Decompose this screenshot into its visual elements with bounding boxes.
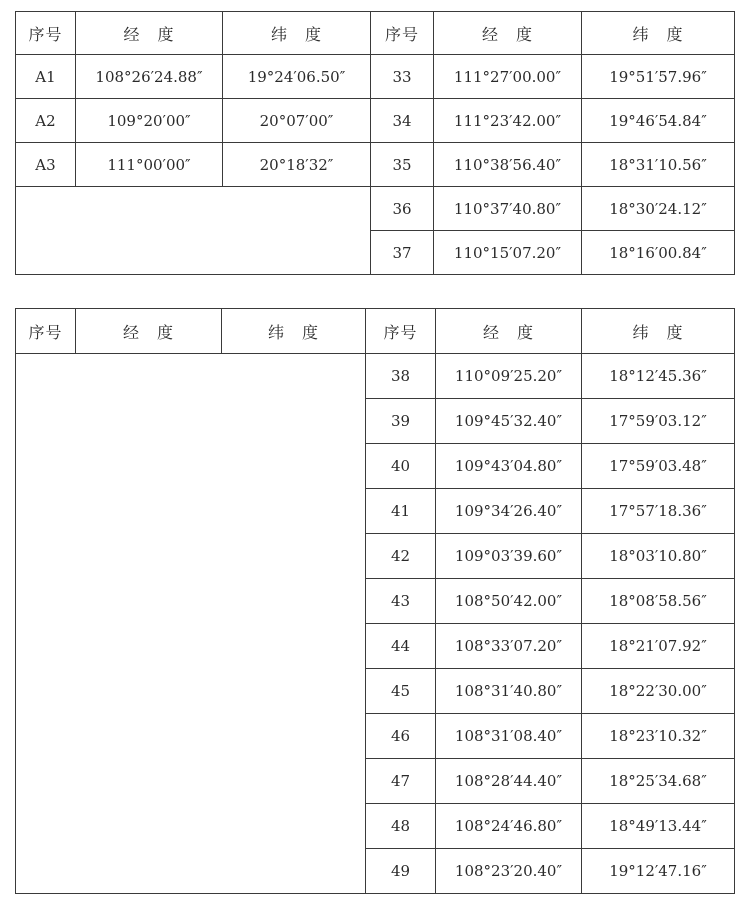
seq-cell: 38 (366, 354, 436, 399)
longitude-cell: 109°45′32.40″ (436, 399, 582, 444)
seq-cell: 44 (366, 624, 436, 669)
longitude-cell: 108°24′46.80″ (436, 804, 582, 849)
table-row (16, 187, 735, 231)
longitude-cell: 108°31′08.40″ (436, 714, 582, 759)
seq-cell: 47 (366, 759, 436, 804)
seq-cell: A2 (16, 99, 76, 143)
latitude-cell: 18°49′13.44″ (582, 804, 735, 849)
seq-cell: 35 (371, 143, 434, 187)
latitude-cell: 17°59′03.48″ (582, 444, 735, 489)
seq-cell: 45 (366, 669, 436, 714)
header-latitude: 纬 度 (222, 309, 366, 354)
table-row (16, 99, 735, 143)
latitude-cell: 18°08′58.56″ (582, 579, 735, 624)
longitude-cell: 111°23′42.00″ (434, 99, 582, 143)
header-longitude: 经 度 (436, 309, 582, 354)
latitude-cell: 18°30′24.12″ (582, 187, 735, 231)
longitude-cell: 110°38′56.40″ (434, 143, 582, 187)
seq-cell: A3 (16, 143, 76, 187)
longitude-cell: 111°27′00.00″ (434, 55, 582, 99)
header-seq: 序号 (16, 309, 76, 354)
seq-cell: 41 (366, 489, 436, 534)
header-longitude: 经 度 (434, 12, 582, 55)
header-longitude: 经 度 (76, 309, 222, 354)
header-latitude: 纬 度 (582, 309, 735, 354)
latitude-cell: 18°16′00.84″ (582, 231, 735, 275)
longitude-cell: 109°34′26.40″ (436, 489, 582, 534)
header-latitude: 纬 度 (223, 12, 371, 55)
empty-merged-cell (16, 187, 371, 275)
longitude-cell: 110°15′07.20″ (434, 231, 582, 275)
header-seq: 序号 (366, 309, 436, 354)
seq-cell: 40 (366, 444, 436, 489)
header-seq: 序号 (371, 12, 434, 55)
latitude-cell: 18°31′10.56″ (582, 143, 735, 187)
header-seq: 序号 (16, 12, 76, 55)
table-row (16, 55, 735, 99)
empty-merged-cell (16, 354, 366, 894)
seq-cell: 33 (371, 55, 434, 99)
latitude-cell: 18°12′45.36″ (582, 354, 735, 399)
longitude-cell: 109°03′39.60″ (436, 534, 582, 579)
latitude-cell: 18°22′30.00″ (582, 669, 735, 714)
longitude-cell: 110°09′25.20″ (436, 354, 582, 399)
table-header-row (16, 309, 735, 354)
coordinate-table-2 (15, 308, 735, 894)
header-longitude: 经 度 (76, 12, 223, 55)
latitude-cell: 19°51′57.96″ (582, 55, 735, 99)
table-row (16, 143, 735, 187)
longitude-cell: 109°20′00″ (76, 99, 223, 143)
latitude-cell: 18°03′10.80″ (582, 534, 735, 579)
latitude-cell: 19°46′54.84″ (582, 99, 735, 143)
seq-cell: 39 (366, 399, 436, 444)
longitude-cell: 108°28′44.40″ (436, 759, 582, 804)
coordinate-table-1 (15, 11, 735, 275)
seq-cell: 48 (366, 804, 436, 849)
table-row (16, 354, 735, 399)
longitude-cell: 109°43′04.80″ (436, 444, 582, 489)
latitude-cell: 18°25′34.68″ (582, 759, 735, 804)
seq-cell: A1 (16, 55, 76, 99)
latitude-cell: 20°18′32″ (223, 143, 371, 187)
seq-cell: 43 (366, 579, 436, 624)
longitude-cell: 108°23′20.40″ (436, 849, 582, 894)
latitude-cell: 17°57′18.36″ (582, 489, 735, 534)
seq-cell: 49 (366, 849, 436, 894)
latitude-cell: 19°24′06.50″ (223, 55, 371, 99)
table-header-row (16, 12, 735, 55)
header-latitude: 纬 度 (582, 12, 735, 55)
latitude-cell: 20°07′00″ (223, 99, 371, 143)
latitude-cell: 17°59′03.12″ (582, 399, 735, 444)
longitude-cell: 111°00′00″ (76, 143, 223, 187)
seq-cell: 42 (366, 534, 436, 579)
latitude-cell: 18°21′07.92″ (582, 624, 735, 669)
latitude-cell: 18°23′10.32″ (582, 714, 735, 759)
latitude-cell: 19°12′47.16″ (582, 849, 735, 894)
seq-cell: 36 (371, 187, 434, 231)
seq-cell: 46 (366, 714, 436, 759)
seq-cell: 37 (371, 231, 434, 275)
seq-cell: 34 (371, 99, 434, 143)
longitude-cell: 108°26′24.88″ (76, 55, 223, 99)
longitude-cell: 110°37′40.80″ (434, 187, 582, 231)
longitude-cell: 108°31′40.80″ (436, 669, 582, 714)
longitude-cell: 108°50′42.00″ (436, 579, 582, 624)
longitude-cell: 108°33′07.20″ (436, 624, 582, 669)
